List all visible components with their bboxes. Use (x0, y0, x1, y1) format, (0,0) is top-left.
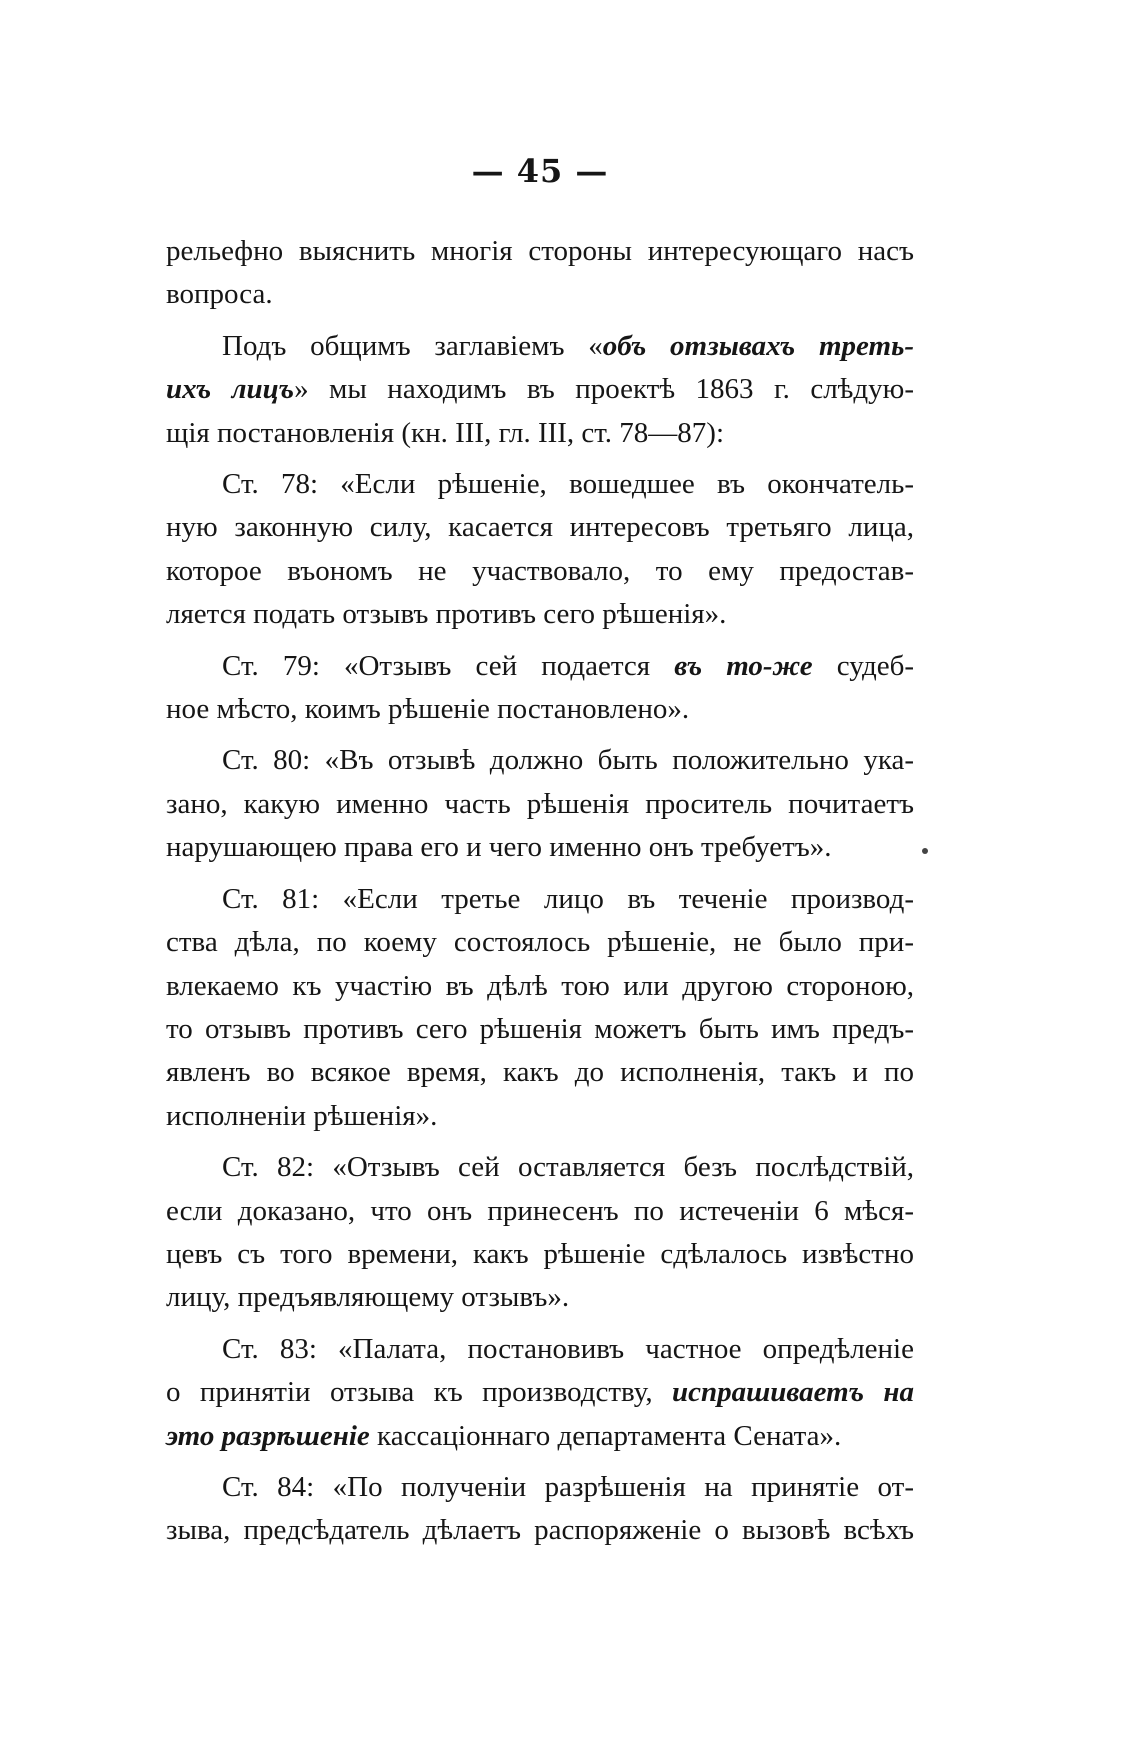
body-text (166, 230, 914, 1561)
text-run: ства дѣла, по коему состоялось рѣшеніе, не было при- (166, 926, 914, 959)
text-line (166, 463, 914, 506)
text-run: вопроса. (166, 278, 273, 311)
italic-phrase: это разрѣшеніе (166, 1419, 370, 1452)
italic-phrase: объ отзывахъ треть- (602, 329, 914, 362)
text-line (166, 368, 914, 411)
text-line (166, 878, 914, 921)
text-run: Ст. 84: «По полученіи разрѣшенія на принятіе от- (222, 1470, 914, 1503)
text-line (166, 1371, 914, 1414)
ink-speck (922, 848, 928, 854)
text-line (166, 506, 914, 549)
text-run: цевъ съ того времени, какъ рѣшеніе сдѣлалось извѣстно (166, 1237, 914, 1270)
paragraph (166, 463, 914, 637)
text-run: зано, какую именно часть рѣшенія проситель почитаетъ (166, 787, 914, 820)
text-run: кассаціоннаго департамента Сената». (369, 1419, 842, 1452)
text-run: нарушающею права его и чего именно онъ требуетъ». (166, 831, 832, 864)
text-run: Ст. 82: «Отзывъ сей оставляется безъ послѣдствій, (222, 1151, 914, 1184)
text-line (166, 1095, 914, 1138)
text-run: исполненіи рѣшенія». (166, 1099, 438, 1132)
paragraph (166, 878, 914, 1138)
paragraph (166, 1146, 914, 1320)
paragraph (166, 645, 914, 732)
text-line (166, 645, 914, 688)
italic-phrase: испрашиваетъ на (671, 1376, 914, 1409)
text-line (166, 1328, 914, 1371)
text-line (166, 325, 914, 368)
text-run: Ст. 78: «Если рѣшеніе, вошедшее въ окончатель- (222, 468, 914, 501)
text-run: ную законную силу, касается интересовъ третьяго лица, (166, 511, 914, 544)
page-number: — 45 — (471, 152, 609, 190)
text-line (166, 1509, 914, 1552)
text-run: о принятіи отзыва къ производству, (166, 1376, 672, 1409)
text-line (166, 412, 914, 455)
text-line (166, 739, 914, 782)
text-run: Ст. 80: «Въ отзывѣ должно быть положительно ука- (222, 744, 914, 777)
text-line (166, 965, 914, 1008)
text-line (166, 826, 914, 869)
text-line (166, 1233, 914, 1276)
paragraph (166, 1466, 914, 1553)
text-line (166, 1415, 914, 1458)
text-line (166, 1051, 914, 1094)
text-line (166, 230, 914, 273)
italic-phrase: въ то-же (674, 649, 813, 682)
paragraph (166, 325, 914, 455)
text-line (166, 550, 914, 593)
text-run: влекаемо къ участію въ дѣлѣ тою или другою стороною, (166, 969, 914, 1002)
text-run: явленъ во всякое время, какъ до исполненія, такъ и по (166, 1056, 914, 1089)
text-line (166, 688, 914, 731)
text-run: ное мѣсто, коимъ рѣшеніе постановлено». (166, 693, 690, 726)
text-run: щія постановленія (кн. III, гл. III, ст. 78—87): (166, 416, 725, 449)
text-run: если доказано, что онъ принесенъ по истеченіи 6 мѣся- (166, 1194, 914, 1227)
text-line (166, 1008, 914, 1051)
text-line (166, 593, 914, 636)
text-line (166, 783, 914, 826)
text-run: зыва, предсѣдатель дѣлаетъ распоряженіе о вызовѣ всѣхъ (166, 1514, 914, 1547)
text-line (166, 1146, 914, 1189)
italic-phrase: ихъ лицъ (166, 373, 295, 406)
text-run: рельефно выяснить многія стороны интересующаго насъ (166, 235, 914, 267)
text-line (166, 921, 914, 964)
text-run: » мы находимъ въ проектѣ 1863 г. слѣдую- (294, 373, 914, 406)
text-line (166, 1190, 914, 1233)
text-run: судеб- (812, 649, 914, 682)
text-run: Ст. 83: «Палата, постановивъ частное опредѣленіе (222, 1332, 914, 1365)
text-run: лицу, предъявляющему отзывъ». (166, 1281, 570, 1314)
text-run: Подъ общимъ заглавіемъ « (222, 329, 603, 362)
paragraph (166, 739, 914, 869)
paragraph (166, 1328, 914, 1458)
text-run: ляется подать отзывъ противъ сего рѣшенія». (166, 598, 727, 631)
text-line (166, 273, 914, 316)
text-run: то отзывъ противъ сего рѣшенія можетъ быть имъ предъ- (166, 1012, 914, 1045)
text-run: которое въономъ не участвовало, то ему предостав- (166, 554, 914, 587)
paragraph (166, 230, 914, 317)
text-line (166, 1276, 914, 1319)
text-line (166, 1466, 914, 1509)
text-run: Ст. 81: «Если третье лицо въ теченіе производ- (222, 882, 914, 915)
text-run: Ст. 79: «Отзывъ сей подается (222, 649, 675, 682)
